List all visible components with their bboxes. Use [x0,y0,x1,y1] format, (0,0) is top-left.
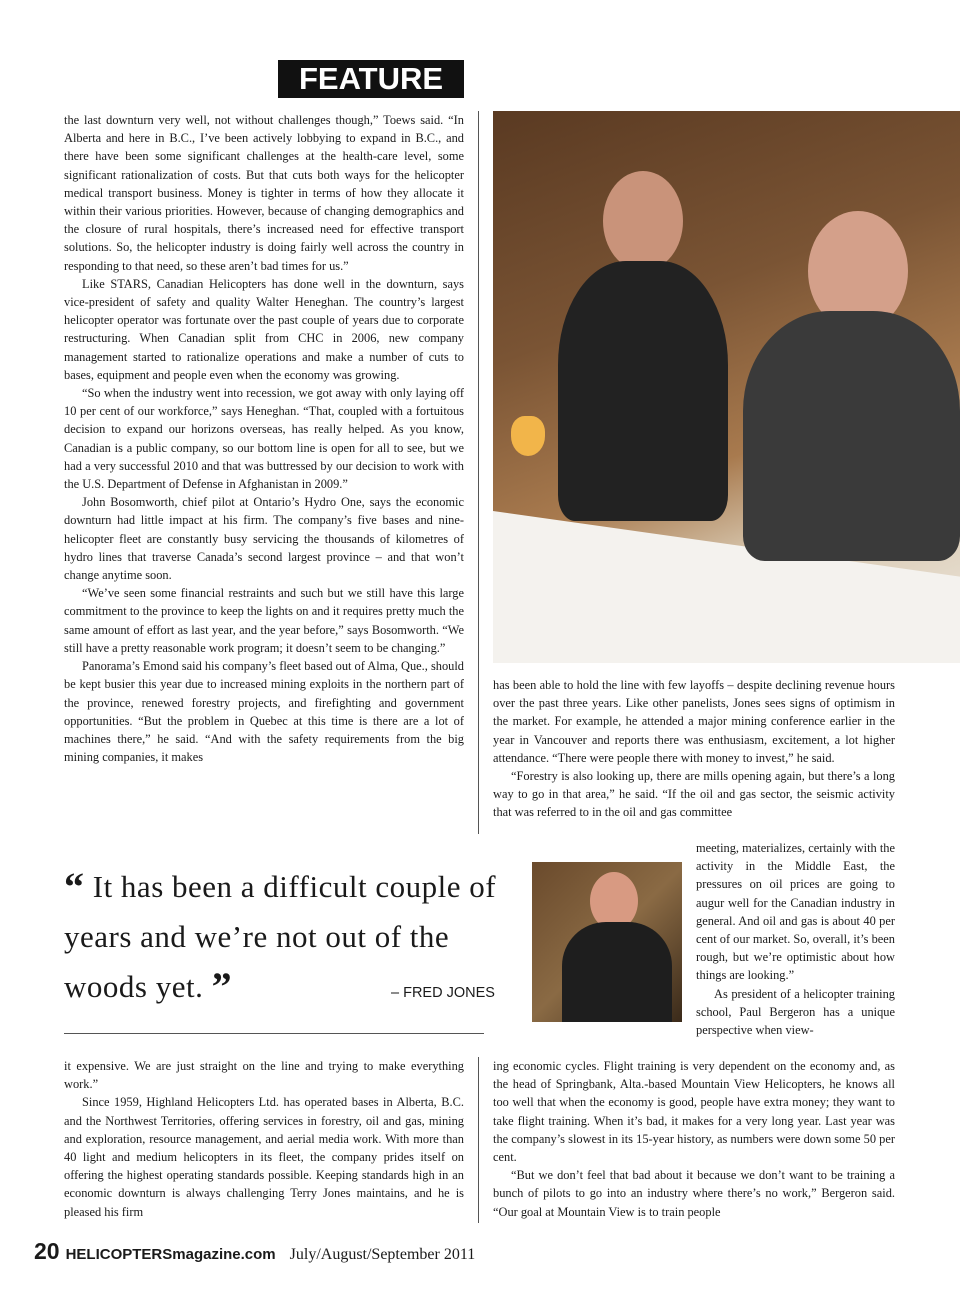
paragraph: “But we don’t feel that bad about it because we don’t want to be training a bunch of pilots to go into an industry where there’s no work,” Bergeron said. “Our goal at Mountain View is to train people [493,1168,895,1219]
attendee-body-right [743,311,960,561]
column-divider [478,111,479,834]
page-number: 20 [34,1238,60,1264]
speaker-body [562,922,672,1022]
article-column-left-top [64,111,464,766]
paragraph: has been able to hold the line with few layoffs – despite declining revenue hours over the past three years. Like other panelists, Jones sees signs of optimism in the market. For example, he attended a major mining conference earlier in the year in Vancouver and reports there was enthusiasm, excitement, a lot higher attendance. “There were people there with money to invest,” he said. [493,678,895,765]
paragraph: Since 1959, Highland Helicopters Ltd. has operated bases in Alberta, B.C. and the Northwest Territories, offering services in forestry, oil and gas, mining and exploration, resource management, and aerial media work. With more than 40 light and medium helicopters in its fleet, the company prides itself on offering the highest operating standards possible. Keeping standards high in an economic downturn is always challenging Terry Jones maintains, and he is pleased his firm [64,1095,464,1219]
open-quote-mark: “ [64,864,85,909]
paragraph: Panorama’s Emond said his company’s fleet based out of Alma, Que., should be kept busier this year due to increased mining exploits in the northern part of the province, renewed forestry projects, and firefighting and government opportunities. “But the problem in Quebec at this time is there are a lot of machines there,” he said. “And with the safety requirements from the big mining companies, it makes [64,659,464,765]
paragraph: meeting, materializes, certainly with the activity in the Middle East, the pressures on oil prices are going to augur well for the Canadian industry in general. And oil and gas is about 40 per cent of our market. So, overall, it’s been rough, but we’re optimistic about how things are looking.” [696,841,895,983]
panel-discussion-photo [493,111,960,663]
article-column-left-bottom [64,1057,464,1221]
column-divider [478,1057,479,1223]
paragraph: “We’ve seen some financial restraints and such but we still have this large commitment to the province to keep the lights on and it requires pretty much the same amount of effort as last year, and the year before,” says Bosomworth. “We still have a pretty reasonable work program; it doesn’t seem to be changing.” [64,586,464,655]
paragraph: it expensive. We are just straight on the line and trying to make everything work.” [64,1059,464,1092]
paragraph: Like STARS, Canadian Helicopters has done well in the downturn, says vice-president of safety and quality Walter Heneghan. The country’s largest helicopter operator was fortunate over the past couple of years due to corporate restructuring. When Canadian split from CHC in 2006, new company management started to rationalize operations and make a number of cuts to bases, equipment and people even when the economy was growing. [64,276,464,382]
juice-glass [511,416,545,456]
article-column-right-bottom [493,1057,895,1221]
issue-date: July/August/September 2011 [289,1246,476,1263]
pull-quote-rule [64,1033,484,1034]
pull-quote-text: It has been a difficult couple of years and we’re not out of the woods yet. [64,869,497,1004]
pull-quote-attribution: – FRED JONES [391,985,495,1001]
article-column-right-top [493,676,895,822]
paragraph: As president of a helicopter training school, Paul Bergeron has a unique perspective when view- [696,986,895,1038]
paragraph: the last downturn very well, not without challenges though,” Toews said. “In Alberta and here in B.C., I’ve been actively lobbying to expand in B.C., and there have been some significant challenges at the health-care level, some significant rationalization of costs. But that cuts both ways for the helicopter medical transport business. Money is tighter in terms of how they allocate it within their various priorities. However, because of changing demographics and the closure of rural hospitals, there’s increased need for effective transport solutions. So, the helicopter industry is doing fairly well across the country in responding to that need, so these aren’t bad times for us.” [64,113,464,273]
paragraph: “Forestry is also looking up, there are mills opening again, but there’s a long way to go in that area,” he said. “If the oil and gas sector, the seismic activity that was referred to in the oil and gas committee [493,769,895,820]
attendee-body-left [558,261,728,521]
paragraph: John Bosomworth, chief pilot at Ontario’s Hydro One, says the economic downturn had little impact at his firm. The company’s five bases and nine-helicopter fleet are constantly busy servicing the thousands of kilometres of hydro lines that traverse Canada’s second largest province – and that won’t change anytime soon. [64,495,464,583]
paragraph: “So when the industry went into recession, we got away with only laying off 10 per cent of our workforce,” says Heneghan. “That, coupled with a fortuitous decision to expand our horizons overseas, has really helped. As you know, Canadian is a public company, so our bottom line is open for all to see, but we had a very successful 2010 and that was buttressed by our decision to work with the U.S. Department of Defense in Afghanistan in 2009.” [64,386,464,492]
magazine-site: HELICOPTERSmagazine.com [65,1246,276,1263]
paragraph: ing economic cycles. Flight training is very dependent on the economy and, as the head of Springbank, Alta.-based Mountain View Helicopters, he knows all too well that when the economy is good, people have extra money; they want to take flight training. When it’s bad, it makes for a very long year. Last year was the company’s slowest in its 15-year history, as numbers were down some 50 per cent. [493,1059,895,1165]
close-quote-mark: ” [211,964,233,1009]
article-column-right-wrap [696,839,895,1039]
fred-jones-photo [532,862,682,1022]
attendee-head-left [603,171,683,271]
page-footer [34,1238,475,1268]
section-label: FEATURE [278,60,464,98]
